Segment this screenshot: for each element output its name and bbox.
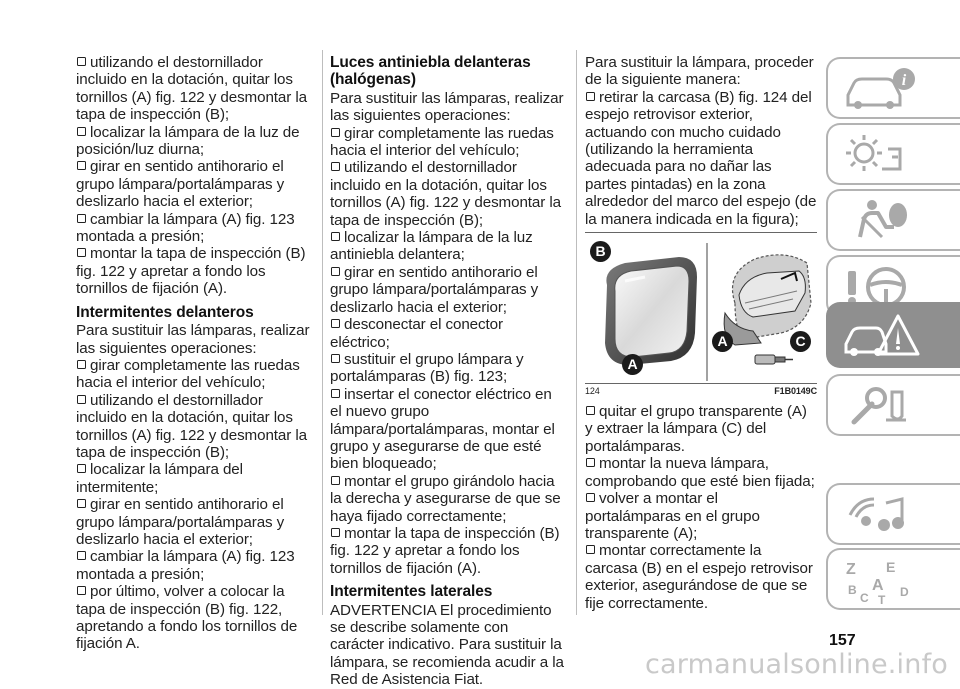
checkbox-bullet-icon xyxy=(77,395,86,404)
list-item: montar el grupo girándolo hacia la derecha y asegurarse de que se haya fijado correctamente; xyxy=(330,472,561,525)
section-text: ADVERTENCIA El procedimiento se describe solamente con carácter indicativo. Para sustituir la lámpara, se recomienda acudir a la Red de Asistencia Fiat. xyxy=(330,601,564,689)
checkbox-bullet-icon xyxy=(586,92,595,101)
checkbox-bullet-icon xyxy=(331,319,340,328)
list-item: por último, volver a colocar la tapa de inspección (B) fig. 122, apretando a fondo los tornillos de fijación A. xyxy=(76,583,298,653)
list-item: volver a montar el portalámparas en el grupo transparente (A); xyxy=(585,490,760,542)
text-column-3 xyxy=(585,54,817,612)
watermark: carmanualsonline.info xyxy=(645,649,948,680)
checkbox-bullet-icon xyxy=(77,214,86,223)
list-item: cambiar la lámpara (A) fig. 123 montada a presión; xyxy=(76,548,295,583)
checkbox-bullet-icon xyxy=(77,248,86,257)
checkbox-bullet-icon xyxy=(331,528,340,537)
checkbox-bullet-icon xyxy=(331,389,340,398)
bulb-icon xyxy=(755,355,775,364)
list-item: girar completamente las ruedas hacia el interior del vehículo; xyxy=(76,356,300,392)
section-heading: Intermitentes delanteros xyxy=(76,303,254,321)
list-item: sustituir el grupo lámpara y portalámparas (B) fig. 123; xyxy=(330,350,524,386)
maintenance-icon xyxy=(842,382,922,430)
list-item: localizar la lámpara de la luz antiniebla delantera; xyxy=(330,229,533,264)
checkbox-bullet-icon xyxy=(331,267,340,276)
list-item: girar en sentido antihorario el grupo lámpara/portalámparas y deslizarlo hacia el exterior; xyxy=(76,158,285,211)
sidebar-tab-multimedia[interactable] xyxy=(826,483,960,545)
sidebar-tab-car-info[interactable] xyxy=(826,57,960,119)
index-letter: B xyxy=(848,583,857,597)
checkbox-bullet-icon xyxy=(586,458,595,467)
list-item: localizar la lámpara de la luz de posición/luz diurna; xyxy=(76,123,300,159)
list-item: utilizando el destornillador incluido en la dotación, quitar los tornillos (A) fig. 122 y desmontar la tapa de inspección (B); xyxy=(76,391,307,461)
figure-image xyxy=(585,232,817,384)
dashboard-lights-icon xyxy=(842,131,922,179)
list-item: girar en sentido antihorario el grupo lámpara/portalámparas y deslizarlo hacia el exterior; xyxy=(76,496,285,548)
figure-code: F1B0149C xyxy=(774,386,817,397)
list-item: localizar la lámpara del intermitente; xyxy=(76,461,243,496)
list-item: montar la nueva lámpara, comprobando que esté bien fijada; xyxy=(585,455,815,490)
checkbox-bullet-icon xyxy=(77,499,86,508)
checkbox-bullet-icon xyxy=(77,360,86,369)
checkbox-bullet-icon xyxy=(586,406,595,415)
index-letter: D xyxy=(900,585,909,599)
figure-label-a: A xyxy=(712,331,733,352)
car-info-icon xyxy=(842,65,922,113)
sidebar-tab-emergency[interactable] xyxy=(826,302,960,368)
checkbox-bullet-icon xyxy=(77,127,86,136)
text-column-2 xyxy=(330,54,564,689)
index-letter: C xyxy=(860,591,869,604)
list-item: cambiar la lámpara (A) fig. 123 montada a presión; xyxy=(76,210,295,246)
section-heading: Luces antiniebla delanteras (halógenas) xyxy=(330,54,531,89)
checkbox-bullet-icon xyxy=(331,354,340,363)
index-letter: A xyxy=(872,577,884,594)
section-intro: Para sustituir las lámparas, realizar las siguientes operaciones: xyxy=(330,89,564,125)
figure-label-c: C xyxy=(790,331,811,352)
list-item: utilizando el destornillador incluido en la dotación, quitar los tornillos (A) fig. 122 y desmontar la tapa de inspección (B); xyxy=(76,54,307,124)
checkbox-bullet-icon xyxy=(586,545,595,554)
list-item: girar completamente las ruedas hacia el interior del vehículo; xyxy=(330,124,554,160)
list-item: montar la tapa de inspección (B) fig. 122 y apretar a fondo los tornillos de fijación (A). xyxy=(76,245,306,298)
sidebar-tab-dashboard[interactable] xyxy=(826,123,960,185)
checkbox-bullet-icon xyxy=(331,476,340,485)
figure-caption xyxy=(585,385,817,397)
page-number: 157 xyxy=(829,632,856,649)
checkbox-bullet-icon xyxy=(77,161,86,170)
mirror-illustration xyxy=(585,233,817,383)
index-icon xyxy=(842,556,922,604)
list-item: quitar el grupo transparente (A) y extraer la lámpara (C) del portalámparas. xyxy=(585,403,807,455)
checkbox-bullet-icon xyxy=(331,128,340,137)
index-letter: Z xyxy=(846,561,856,578)
checkbox-bullet-icon xyxy=(77,57,86,66)
text-column-1 xyxy=(76,54,310,653)
svg-text:i: i xyxy=(901,72,907,89)
list-item: montar correctamente la carcasa (B) en el espejo retrovisor exterior, asegurándose de que se fije correctamente. xyxy=(585,542,813,612)
column-divider xyxy=(576,50,577,615)
list-item: utilizando el destornillador incluido en la dotación, quitar los tornillos (A) fig. 122 y desmontar la tapa de inspección (B); xyxy=(330,159,561,229)
list-item: desconectar el conector eléctrico; xyxy=(330,316,503,351)
list-item: retirar la carcasa (B) fig. 124 del espejo retrovisor exterior, actuando con mucho cuidado (utilizando la herramienta adecuada para no dañar las partes pintadas) en la zona alrededor del marco del espejo (de la manera indicada en la figura); xyxy=(585,88,817,228)
emergency-warning-icon xyxy=(842,310,922,362)
sidebar-tab-maintenance[interactable] xyxy=(826,374,960,436)
checkbox-bullet-icon xyxy=(586,493,595,502)
list-item: girar en sentido antihorario el grupo lámpara/portalámparas y deslizarlo hacia el exterior; xyxy=(330,263,539,316)
index-letter: T xyxy=(878,593,886,604)
figure-label-a: A xyxy=(622,354,643,375)
checkbox-bullet-icon xyxy=(77,464,86,473)
checkbox-bullet-icon xyxy=(77,586,86,595)
figure-124 xyxy=(585,232,817,397)
sidebar-tab-safety[interactable] xyxy=(826,189,960,251)
safety-airbag-icon xyxy=(842,197,922,245)
figure-label-b: B xyxy=(590,241,611,262)
checkbox-bullet-icon xyxy=(331,232,340,241)
section-intro: Para sustituir las lámparas, realizar las siguientes operaciones: xyxy=(76,322,310,357)
section-intro: Para sustituir la lámpara, proceder de la siguiente manera: xyxy=(585,54,814,89)
multimedia-icon xyxy=(842,491,922,539)
list-item: montar la tapa de inspección (B) fig. 122 y apretar a fondo los tornillos de fijación (A). xyxy=(330,524,560,577)
figure-number: 124 xyxy=(585,386,600,397)
checkbox-bullet-icon xyxy=(331,162,340,171)
index-letter: E xyxy=(886,559,896,575)
section-heading: Intermitentes laterales xyxy=(330,583,493,601)
checkbox-bullet-icon xyxy=(77,551,86,560)
column-divider xyxy=(322,50,323,615)
sidebar-tab-index[interactable] xyxy=(826,548,960,610)
list-item: insertar el conector eléctrico en el nuevo grupo lámpara/portalámparas, montar el grupo y asegurarse de que esté bien bloqueado; xyxy=(330,385,555,473)
